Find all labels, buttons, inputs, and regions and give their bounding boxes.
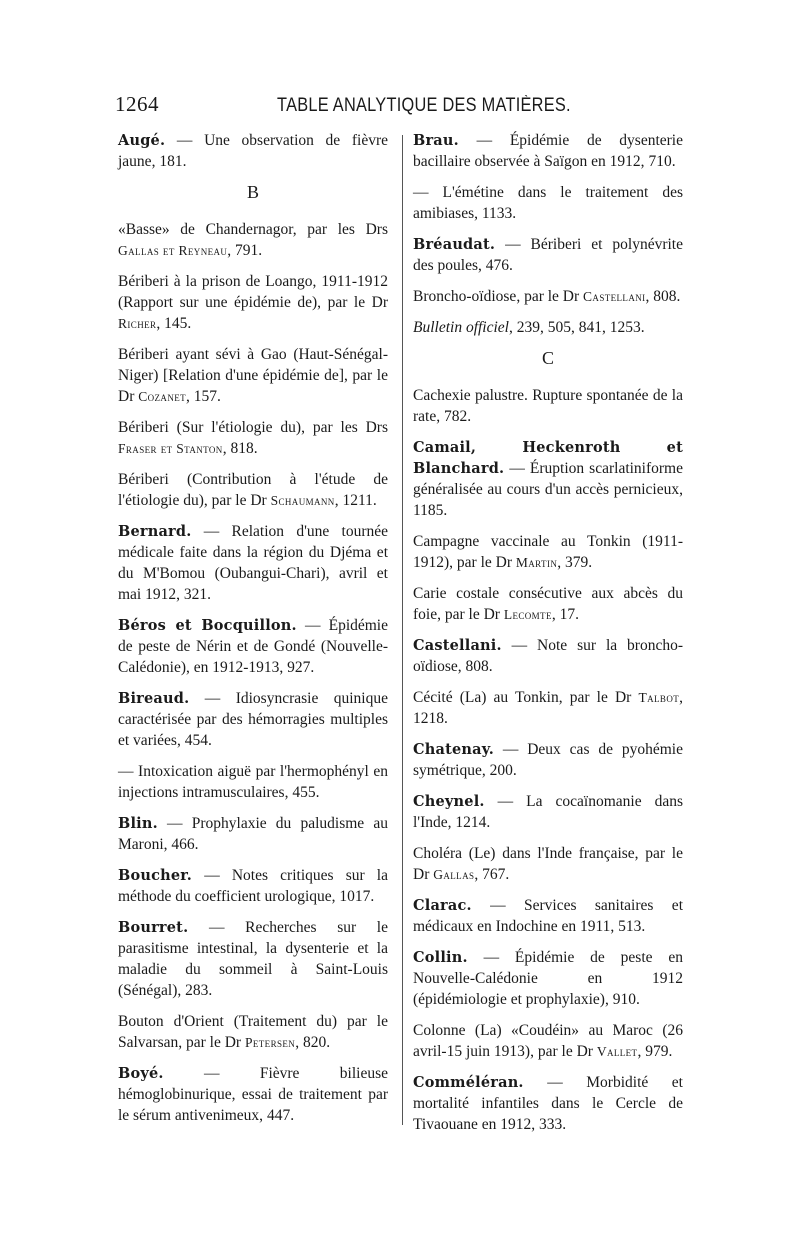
entry-text: — Deux cas de pyohémie symétrique, xyxy=(413,741,683,779)
entry-heading: Camail, Heckenroth et Blanchard. xyxy=(413,439,683,477)
entry-heading: Comméléran. xyxy=(413,1074,524,1091)
index-entry xyxy=(413,437,683,521)
index-entry xyxy=(413,1072,683,1135)
index-entry xyxy=(118,865,388,907)
index-entry xyxy=(413,895,683,937)
section-letter: C xyxy=(541,348,554,368)
index-entry xyxy=(118,344,388,407)
entry-pages: 808. xyxy=(465,658,493,675)
index-entry xyxy=(118,1063,388,1126)
entry-pages: 333. xyxy=(539,1116,567,1133)
entry-pages: 782. xyxy=(443,408,472,425)
entry-text: — Une observation de fièvre jaune, xyxy=(118,132,388,170)
entry-pages: 1214. xyxy=(455,814,491,831)
entry-text: Cécité (La) au Tonkin, par le Dr xyxy=(413,689,639,706)
entry-text: Broncho-oïdiose, par le Dr xyxy=(413,288,584,305)
entry-pages: 466. xyxy=(171,836,199,853)
index-entry xyxy=(413,182,683,224)
index-entry xyxy=(118,521,388,605)
entry-text: Cachexie palustre. Rupture spontanée de la rate, xyxy=(413,387,683,425)
entry-text: Bériberi (Sur l'étiologie du), par les Drs xyxy=(118,419,388,436)
entry-heading: Boyé. xyxy=(118,1065,164,1082)
entry-text: — Note sur la broncho-oïdiose, xyxy=(413,637,683,675)
entry-pages: , 1211. xyxy=(334,492,377,509)
entry-authors: Vallet xyxy=(596,1044,638,1059)
page-number: 1264 xyxy=(115,92,159,116)
index-entry xyxy=(413,843,683,885)
index-entry xyxy=(118,219,388,261)
entry-text: «Basse» de Chandernagor, par les Drs xyxy=(118,221,388,238)
entry-text: — L'émétine dans le traitement des amibiases, xyxy=(413,184,683,222)
entry-authors: Gallas et Reyneau xyxy=(118,243,228,258)
entry-heading: Brau. xyxy=(413,132,459,149)
entry-pages: 710. xyxy=(648,153,676,170)
index-entry xyxy=(118,417,388,459)
entry-authors: Martin xyxy=(515,555,558,570)
entry-text: — Intoxication aiguë par l'hermophényl en injections intramusculaires, xyxy=(118,763,388,801)
entry-text: Colonne (La) «Coudéin» au Maroc (26 avril-15 juin 1913), par le Dr xyxy=(413,1022,683,1060)
index-entry xyxy=(413,531,683,573)
section-letter: B xyxy=(246,182,259,202)
entry-heading: Castellani. xyxy=(413,637,502,654)
entry-pages: 1185. xyxy=(413,502,448,519)
index-entry xyxy=(118,271,388,334)
column-divider xyxy=(402,135,403,1125)
entry-authors: Richer xyxy=(118,316,157,331)
entry-text: — Idiosyncrasie quinique caractérisée par des hémorragies multiples et variées, xyxy=(118,690,388,749)
entry-heading: Bréaudat. xyxy=(413,236,496,253)
left-column xyxy=(118,130,388,1136)
index-entry xyxy=(413,791,683,833)
entry-pages: , 1218. xyxy=(413,689,683,727)
index-entry xyxy=(118,615,388,678)
index-entry xyxy=(118,917,388,1001)
entry-pages: , 979. xyxy=(637,1043,673,1060)
index-entry xyxy=(118,469,388,511)
entry-authors: Talbot xyxy=(638,690,680,705)
entry-heading: Collin. xyxy=(413,949,468,966)
right-column xyxy=(413,130,683,1145)
index-entry xyxy=(118,761,388,803)
index-entry xyxy=(413,130,683,172)
entry-heading: Augé. xyxy=(118,132,166,149)
entry-pages: , 239, 505, 841, 1253. xyxy=(509,319,645,336)
index-entry xyxy=(413,635,683,677)
entry-pages: 200. xyxy=(489,762,517,779)
entry-pages: 455. xyxy=(292,784,320,801)
entry-text: — La cocaïnomanie dans l'Inde, xyxy=(413,793,683,831)
entry-pages: 321. xyxy=(183,586,211,603)
entry-text: — Éruption scarlatiniforme généralisée au cours d'un accès pernicieux, xyxy=(413,460,683,498)
entry-text: Bériberi ayant sévi à Gao (Haut-Sénégal-Niger) [Relation d'une épidémie de], par le Dr xyxy=(118,346,388,405)
entry-text: Choléra (Le) dans l'Inde française, par le Dr xyxy=(413,845,683,883)
entry-heading: Bourret. xyxy=(118,919,189,936)
entry-text: Bériberi (Contribution à l'étude de l'étiologie du), par le Dr xyxy=(118,471,388,509)
entry-heading: Chatenay. xyxy=(413,741,494,758)
entry-authors: Cozanet xyxy=(138,389,187,404)
entry-text: — Épidémie de peste en Nouvelle-Calédonie en 1912 (épidémiologie et prophylaxie), xyxy=(413,949,683,1008)
entry-pages: , 791. xyxy=(227,242,263,259)
entry-text: — Épidémie de dysenterie bacillaire observée à Saïgon en 1912, xyxy=(413,132,683,170)
index-entry xyxy=(118,688,388,751)
entry-heading: Clarac. xyxy=(413,897,472,914)
entry-text: Carie costale consécutive aux abcès du foie, par le Dr xyxy=(413,585,683,623)
entry-heading: Bernard. xyxy=(118,523,192,540)
entry-pages: 181. xyxy=(159,153,187,170)
entry-pages: 927. xyxy=(287,659,315,676)
entry-heading: Cheynel. xyxy=(413,793,485,810)
index-entry xyxy=(413,317,683,338)
entry-pages: 476. xyxy=(485,257,513,274)
entry-pages: 1017. xyxy=(339,888,375,905)
entry-text: — Épidémie de peste de Nérin et de Gondé (Nouvelle-Calédonie), en 1912-1913, xyxy=(118,617,388,676)
entry-heading: Béros et Bocquillon. xyxy=(118,617,297,634)
index-entry xyxy=(413,234,683,276)
entry-text: — Prophylaxie du paludisme au Maroni, xyxy=(118,815,388,853)
entry-authors: Petersen xyxy=(244,1035,296,1050)
entry-text: — Bériberi et polynévrite des poules, xyxy=(413,236,683,274)
entry-authors: Gallas xyxy=(433,867,475,882)
entry-pages: , 17. xyxy=(551,606,579,623)
entry-authors: Fraser et Stanton xyxy=(118,441,223,456)
entry-pages: , 145. xyxy=(156,315,192,332)
entry-heading: Bireaud. xyxy=(118,690,190,707)
entry-text: Campagne vaccinale au Tonkin (1911-1912), par le Dr xyxy=(413,533,683,571)
entry-title-italic: Bulletin officiel xyxy=(413,319,509,336)
running-title: TABLE ANALYTIQUE DES MATIÈRES. xyxy=(277,95,571,116)
entry-authors: Lecomte xyxy=(503,607,552,622)
entry-text: — Recherches sur le parasitisme intestinal, la dysenterie et la maladie du sommeil à Saint-Louis (Sénégal), xyxy=(118,919,388,999)
entry-text: — Services sanitaires et médicaux en Indochine en 1911, xyxy=(413,897,683,935)
entry-heading: Boucher. xyxy=(118,867,193,884)
entry-authors: Castellani xyxy=(583,289,646,304)
entry-text: — Notes critiques sur la méthode du coefficient urologique, xyxy=(118,867,388,905)
entry-pages: , 157. xyxy=(186,388,221,405)
entry-pages: , 808. xyxy=(645,288,681,305)
index-entry xyxy=(413,947,683,1010)
entry-pages: 283. xyxy=(185,982,213,999)
index-entry xyxy=(413,687,683,729)
index-entry xyxy=(118,813,388,855)
entry-pages: 513. xyxy=(618,918,646,935)
entry-pages: , 767. xyxy=(474,866,510,883)
entry-pages: 447. xyxy=(266,1107,295,1124)
entry-text: — Morbidité et mortalité infantiles dans le Cercle de Tivaouane en 1912, xyxy=(413,1074,683,1133)
entry-pages: , 818. xyxy=(222,440,258,457)
index-entry xyxy=(413,1020,683,1062)
entry-pages: , 379. xyxy=(557,554,593,571)
entry-pages: 454. xyxy=(184,732,212,749)
entry-pages: 1133. xyxy=(481,205,517,222)
page-header xyxy=(115,92,682,122)
index-entry xyxy=(413,385,683,427)
entry-pages: 910. xyxy=(612,991,640,1008)
entry-authors: Schaumann xyxy=(270,493,335,508)
entry-text: — Relation d'une tournée médicale faite dans la région du Djéma et du M'Bomou (Oubangui-Chari), avril et mai 1912, xyxy=(118,523,388,603)
entry-text: Bériberi à la prison de Loango, 1911-1912 (Rapport sur une épidémie de), par le Dr xyxy=(118,273,388,311)
index-entry xyxy=(413,583,683,625)
entry-text: — Fièvre bilieuse hémoglobinurique, essai de traitement par le sérum antivenimeux, xyxy=(118,1065,388,1124)
entry-text: Bouton d'Orient (Traitement du) par le Salvarsan, par le Dr xyxy=(118,1013,388,1051)
index-entry xyxy=(118,1011,388,1053)
entry-pages: , 820. xyxy=(295,1034,331,1051)
entry-heading: Blin. xyxy=(118,815,158,832)
index-entry xyxy=(413,739,683,781)
index-entry xyxy=(118,130,388,172)
index-entry xyxy=(413,286,683,307)
